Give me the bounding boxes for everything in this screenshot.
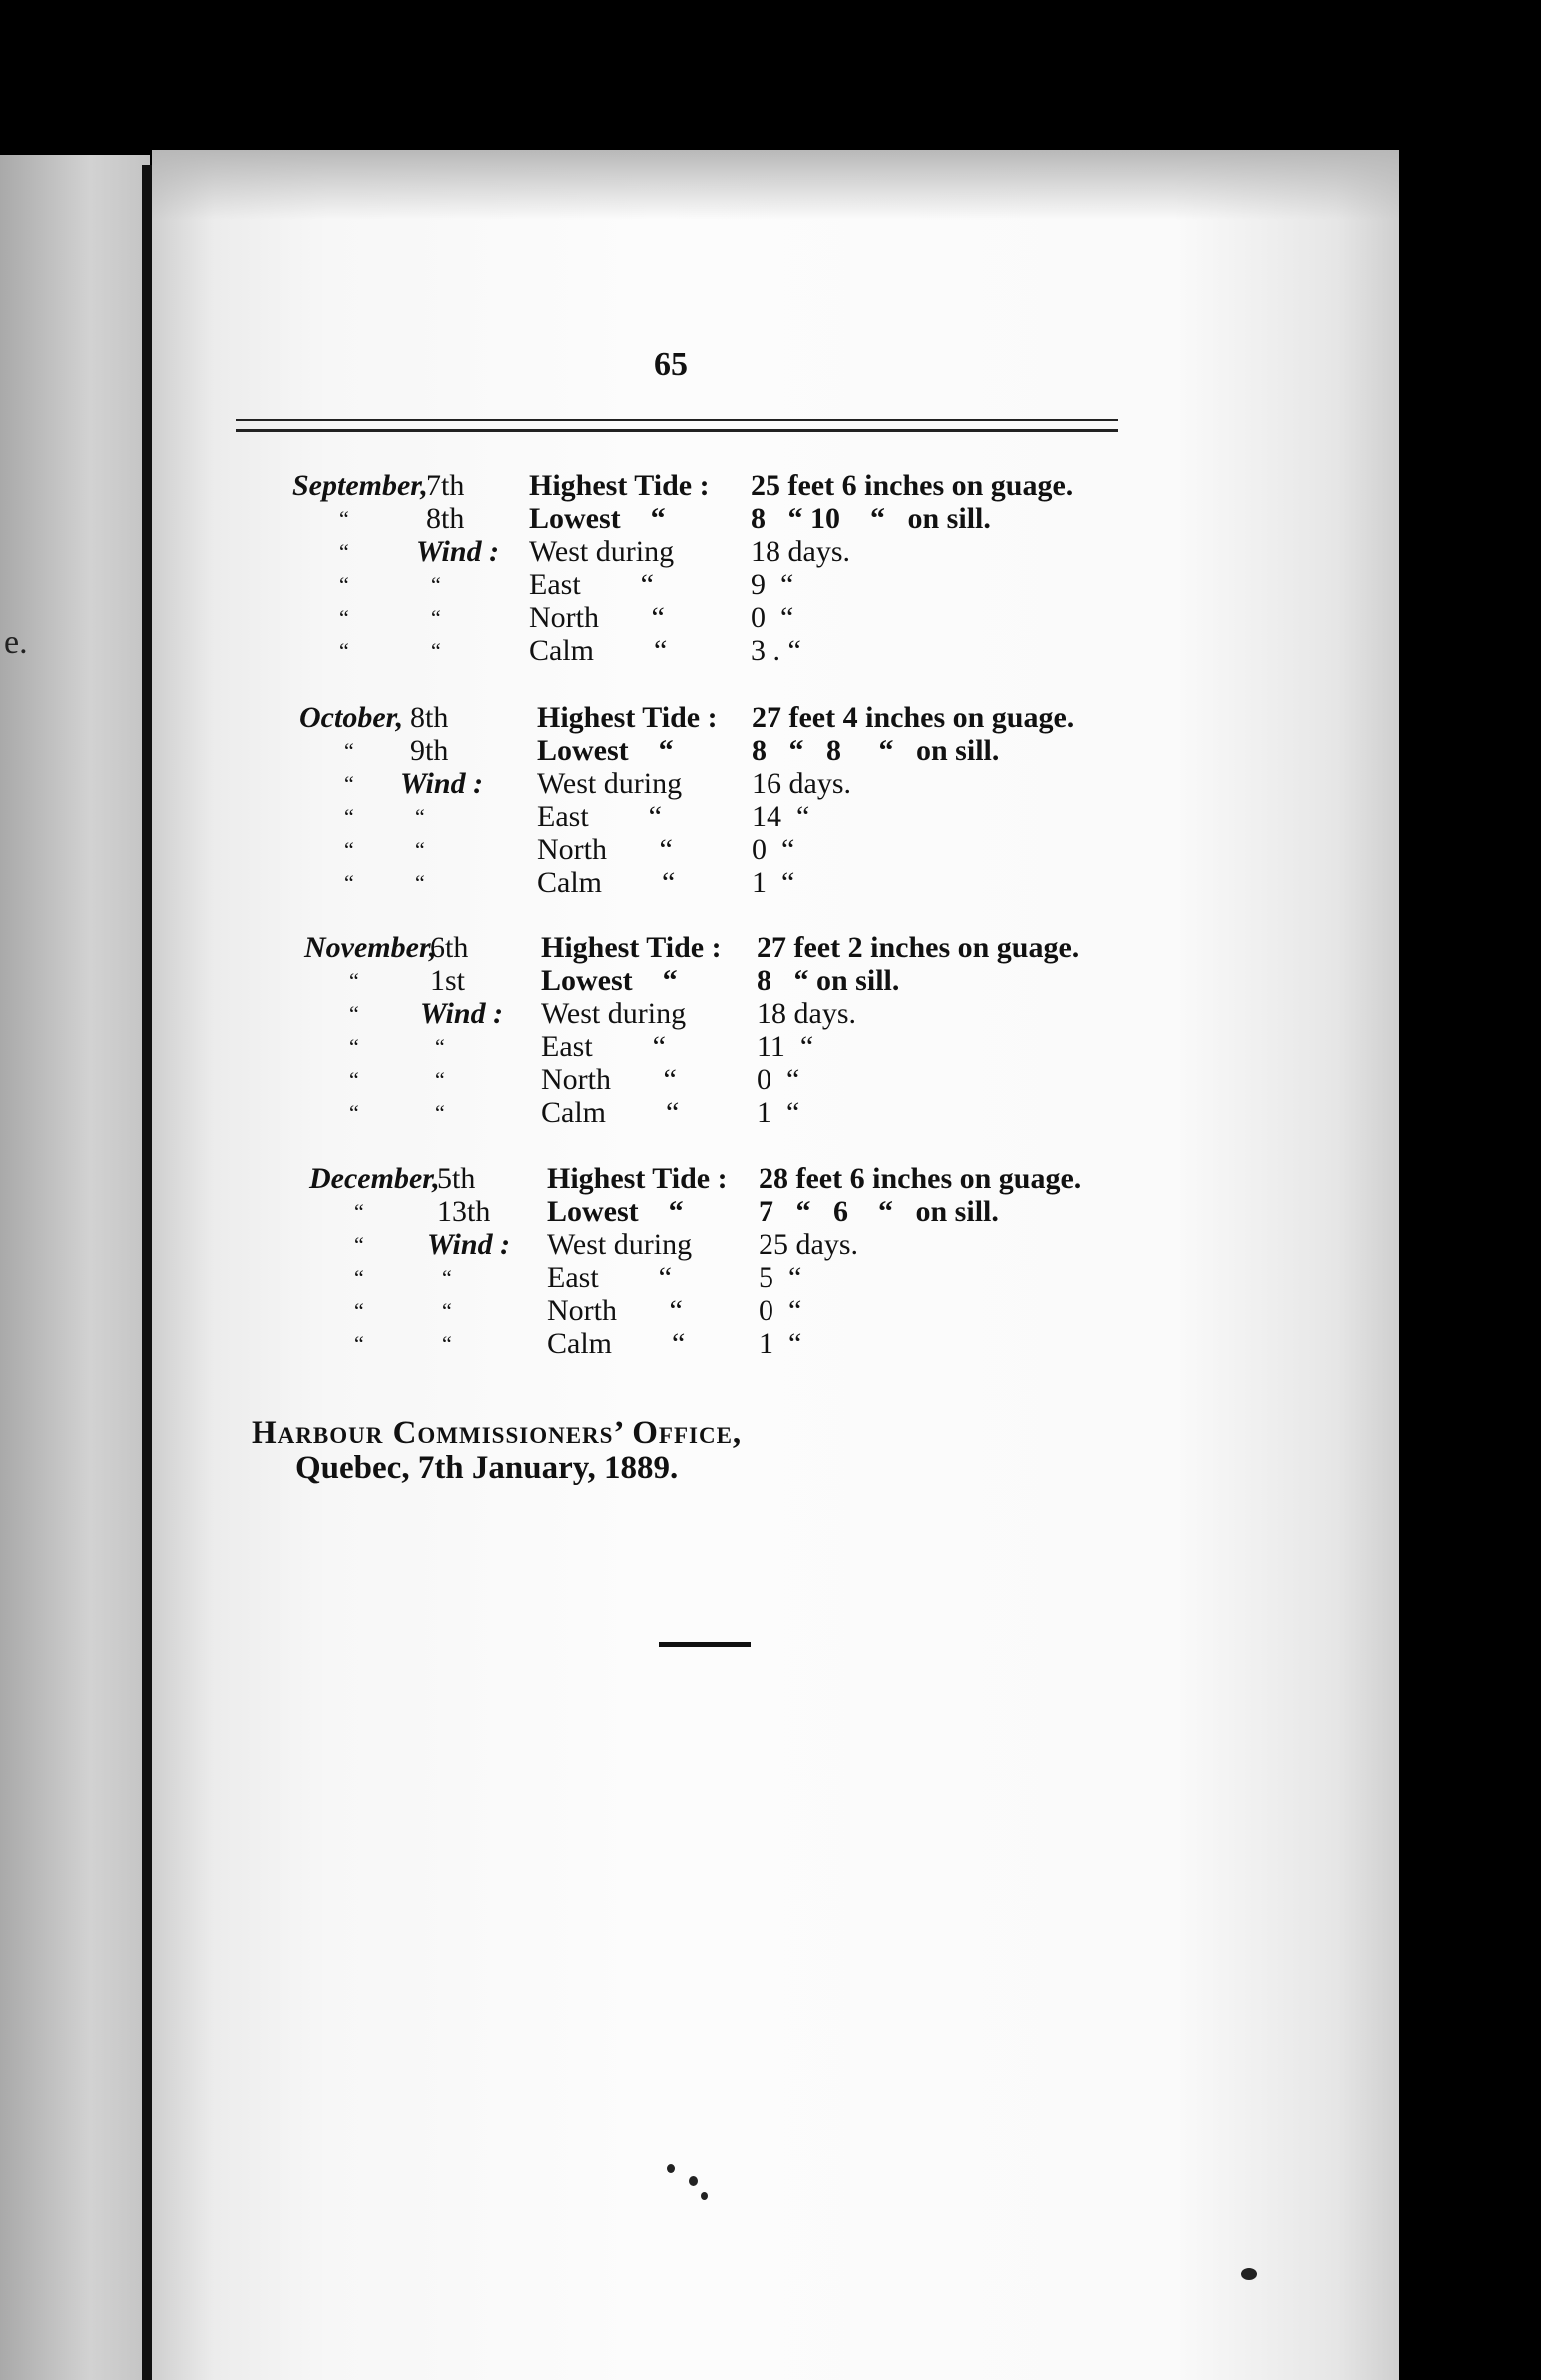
measure-value: 11 “	[757, 1030, 814, 1063]
measure-value: 8 “ on sill.	[757, 964, 900, 997]
date-cell: “	[415, 870, 425, 894]
date-cell: “	[435, 1067, 445, 1092]
measure-label: Calm “	[547, 1327, 686, 1360]
header-rule-thick	[236, 429, 1118, 432]
month-ditto-mark: “	[344, 870, 354, 894]
month-ditto-mark: “	[344, 771, 354, 796]
measure-value: 0 “	[759, 1294, 802, 1327]
measure-label: West during	[547, 1228, 693, 1261]
date-cell: 7th	[426, 469, 465, 502]
measure-value: 27 feet 2 inches on guage.	[757, 931, 1080, 964]
date-cell: “	[442, 1265, 452, 1290]
month-ditto-mark: “	[354, 1199, 364, 1224]
month-ditto-mark: “	[339, 638, 349, 663]
measure-label: Highest Tide :	[547, 1162, 728, 1195]
measure-label: Calm “	[537, 866, 676, 898]
measure-value: 7 “ 6 “ on sill.	[759, 1195, 999, 1228]
left-page-edge-text: e.	[4, 624, 28, 661]
measure-value: 18 days.	[751, 535, 850, 568]
measure-label: East “	[537, 800, 662, 833]
measure-value: 27 feet 4 inches on guage.	[752, 701, 1075, 734]
month-ditto-mark: “	[344, 738, 354, 763]
date-cell: 8th	[410, 701, 449, 734]
month-ditto-mark: “	[349, 1100, 359, 1125]
measure-label: Highest Tide :	[541, 931, 722, 964]
measure-value: 0 “	[752, 833, 795, 866]
date-cell: 5th	[437, 1162, 476, 1195]
measure-label: Calm “	[541, 1096, 680, 1129]
month-ditto-mark: “	[349, 1001, 359, 1026]
measure-value: 3 . “	[751, 634, 801, 667]
date-cell: “	[431, 638, 441, 663]
ink-speck	[667, 2164, 675, 2173]
date-cell: 8th	[426, 502, 465, 535]
date-cell: “	[442, 1298, 452, 1323]
date-cell: “	[415, 837, 425, 862]
measure-label: North “	[537, 833, 673, 866]
date-cell: “	[431, 572, 441, 597]
measure-label: Highest Tide :	[537, 701, 718, 734]
wind-label: Wind :	[416, 535, 500, 568]
measure-value: 8 “ 8 “ on sill.	[752, 734, 1000, 767]
measure-label: Lowest “	[529, 502, 666, 535]
end-rule	[659, 1642, 751, 1647]
measure-value: 5 “	[759, 1261, 802, 1294]
measure-value: 8 “ 10 “ on sill.	[751, 502, 991, 535]
measure-label: East “	[547, 1261, 672, 1294]
measure-value: 0 “	[751, 601, 794, 634]
month-label: October,	[299, 701, 404, 734]
date-cell: 13th	[437, 1195, 491, 1228]
date-cell: 9th	[410, 734, 449, 767]
measure-label: East “	[541, 1030, 666, 1063]
month-label: December,	[309, 1162, 440, 1195]
measure-label: Highest Tide :	[529, 469, 710, 502]
date-cell: “	[435, 1100, 445, 1125]
month-ditto-mark: “	[354, 1298, 364, 1323]
left-facing-page	[0, 155, 150, 2380]
measure-value: 1 “	[752, 866, 795, 898]
month-label: September,	[292, 469, 428, 502]
month-ditto-mark: “	[339, 572, 349, 597]
date-cell: “	[415, 804, 425, 829]
month-label: November,	[304, 931, 437, 964]
wind-label: Wind :	[400, 767, 484, 800]
date-cell: “	[435, 1034, 445, 1059]
measure-value: 14 “	[752, 800, 810, 833]
date-cell: 1st	[430, 964, 466, 997]
measure-label: Calm “	[529, 634, 668, 667]
page-shadow	[152, 150, 1399, 220]
month-ditto-mark: “	[339, 539, 349, 564]
month-ditto-mark: “	[344, 804, 354, 829]
measure-label: East “	[529, 568, 654, 601]
measure-label: North “	[541, 1063, 677, 1096]
wind-label: Wind :	[420, 997, 504, 1030]
month-ditto-mark: “	[354, 1265, 364, 1290]
date-cell: “	[442, 1331, 452, 1356]
measure-label: Lowest “	[547, 1195, 684, 1228]
month-ditto-mark: “	[354, 1331, 364, 1356]
place-and-date: Quebec, 7th January, 1889.	[295, 1450, 679, 1486]
measure-label: West during	[537, 767, 683, 800]
wind-label: Wind :	[427, 1228, 511, 1261]
measure-value: 9 “	[751, 568, 794, 601]
measure-value: 18 days.	[757, 997, 856, 1030]
measure-label: North “	[529, 601, 665, 634]
measure-label: West during	[541, 997, 687, 1030]
month-ditto-mark: “	[339, 506, 349, 531]
measure-value: 25 feet 6 inches on guage.	[751, 469, 1074, 502]
measure-value: 1 “	[757, 1096, 800, 1129]
measure-value: 25 days.	[759, 1228, 858, 1261]
measure-value: 1 “	[759, 1327, 802, 1360]
measure-label: North “	[547, 1294, 683, 1327]
measure-value: 16 days.	[752, 767, 851, 800]
ink-speck	[701, 2192, 708, 2200]
month-ditto-mark: “	[354, 1232, 364, 1257]
page-number: 65	[654, 346, 688, 383]
office-name: Harbour Commissioners’ Office,	[252, 1415, 743, 1451]
month-ditto-mark: “	[349, 1034, 359, 1059]
month-ditto-mark: “	[349, 1067, 359, 1092]
ink-speck	[1241, 2268, 1257, 2280]
date-cell: “	[431, 605, 441, 630]
month-ditto-mark: “	[349, 968, 359, 993]
header-rule-thin	[236, 419, 1118, 421]
measure-value: 28 feet 6 inches on guage.	[759, 1162, 1082, 1195]
measure-label: Lowest “	[537, 734, 674, 767]
date-cell: 6th	[430, 931, 469, 964]
ink-speck	[689, 2176, 698, 2186]
month-ditto-mark: “	[344, 837, 354, 862]
measure-label: Lowest “	[541, 964, 678, 997]
month-ditto-mark: “	[339, 605, 349, 630]
measure-value: 0 “	[757, 1063, 800, 1096]
measure-label: West during	[529, 535, 675, 568]
